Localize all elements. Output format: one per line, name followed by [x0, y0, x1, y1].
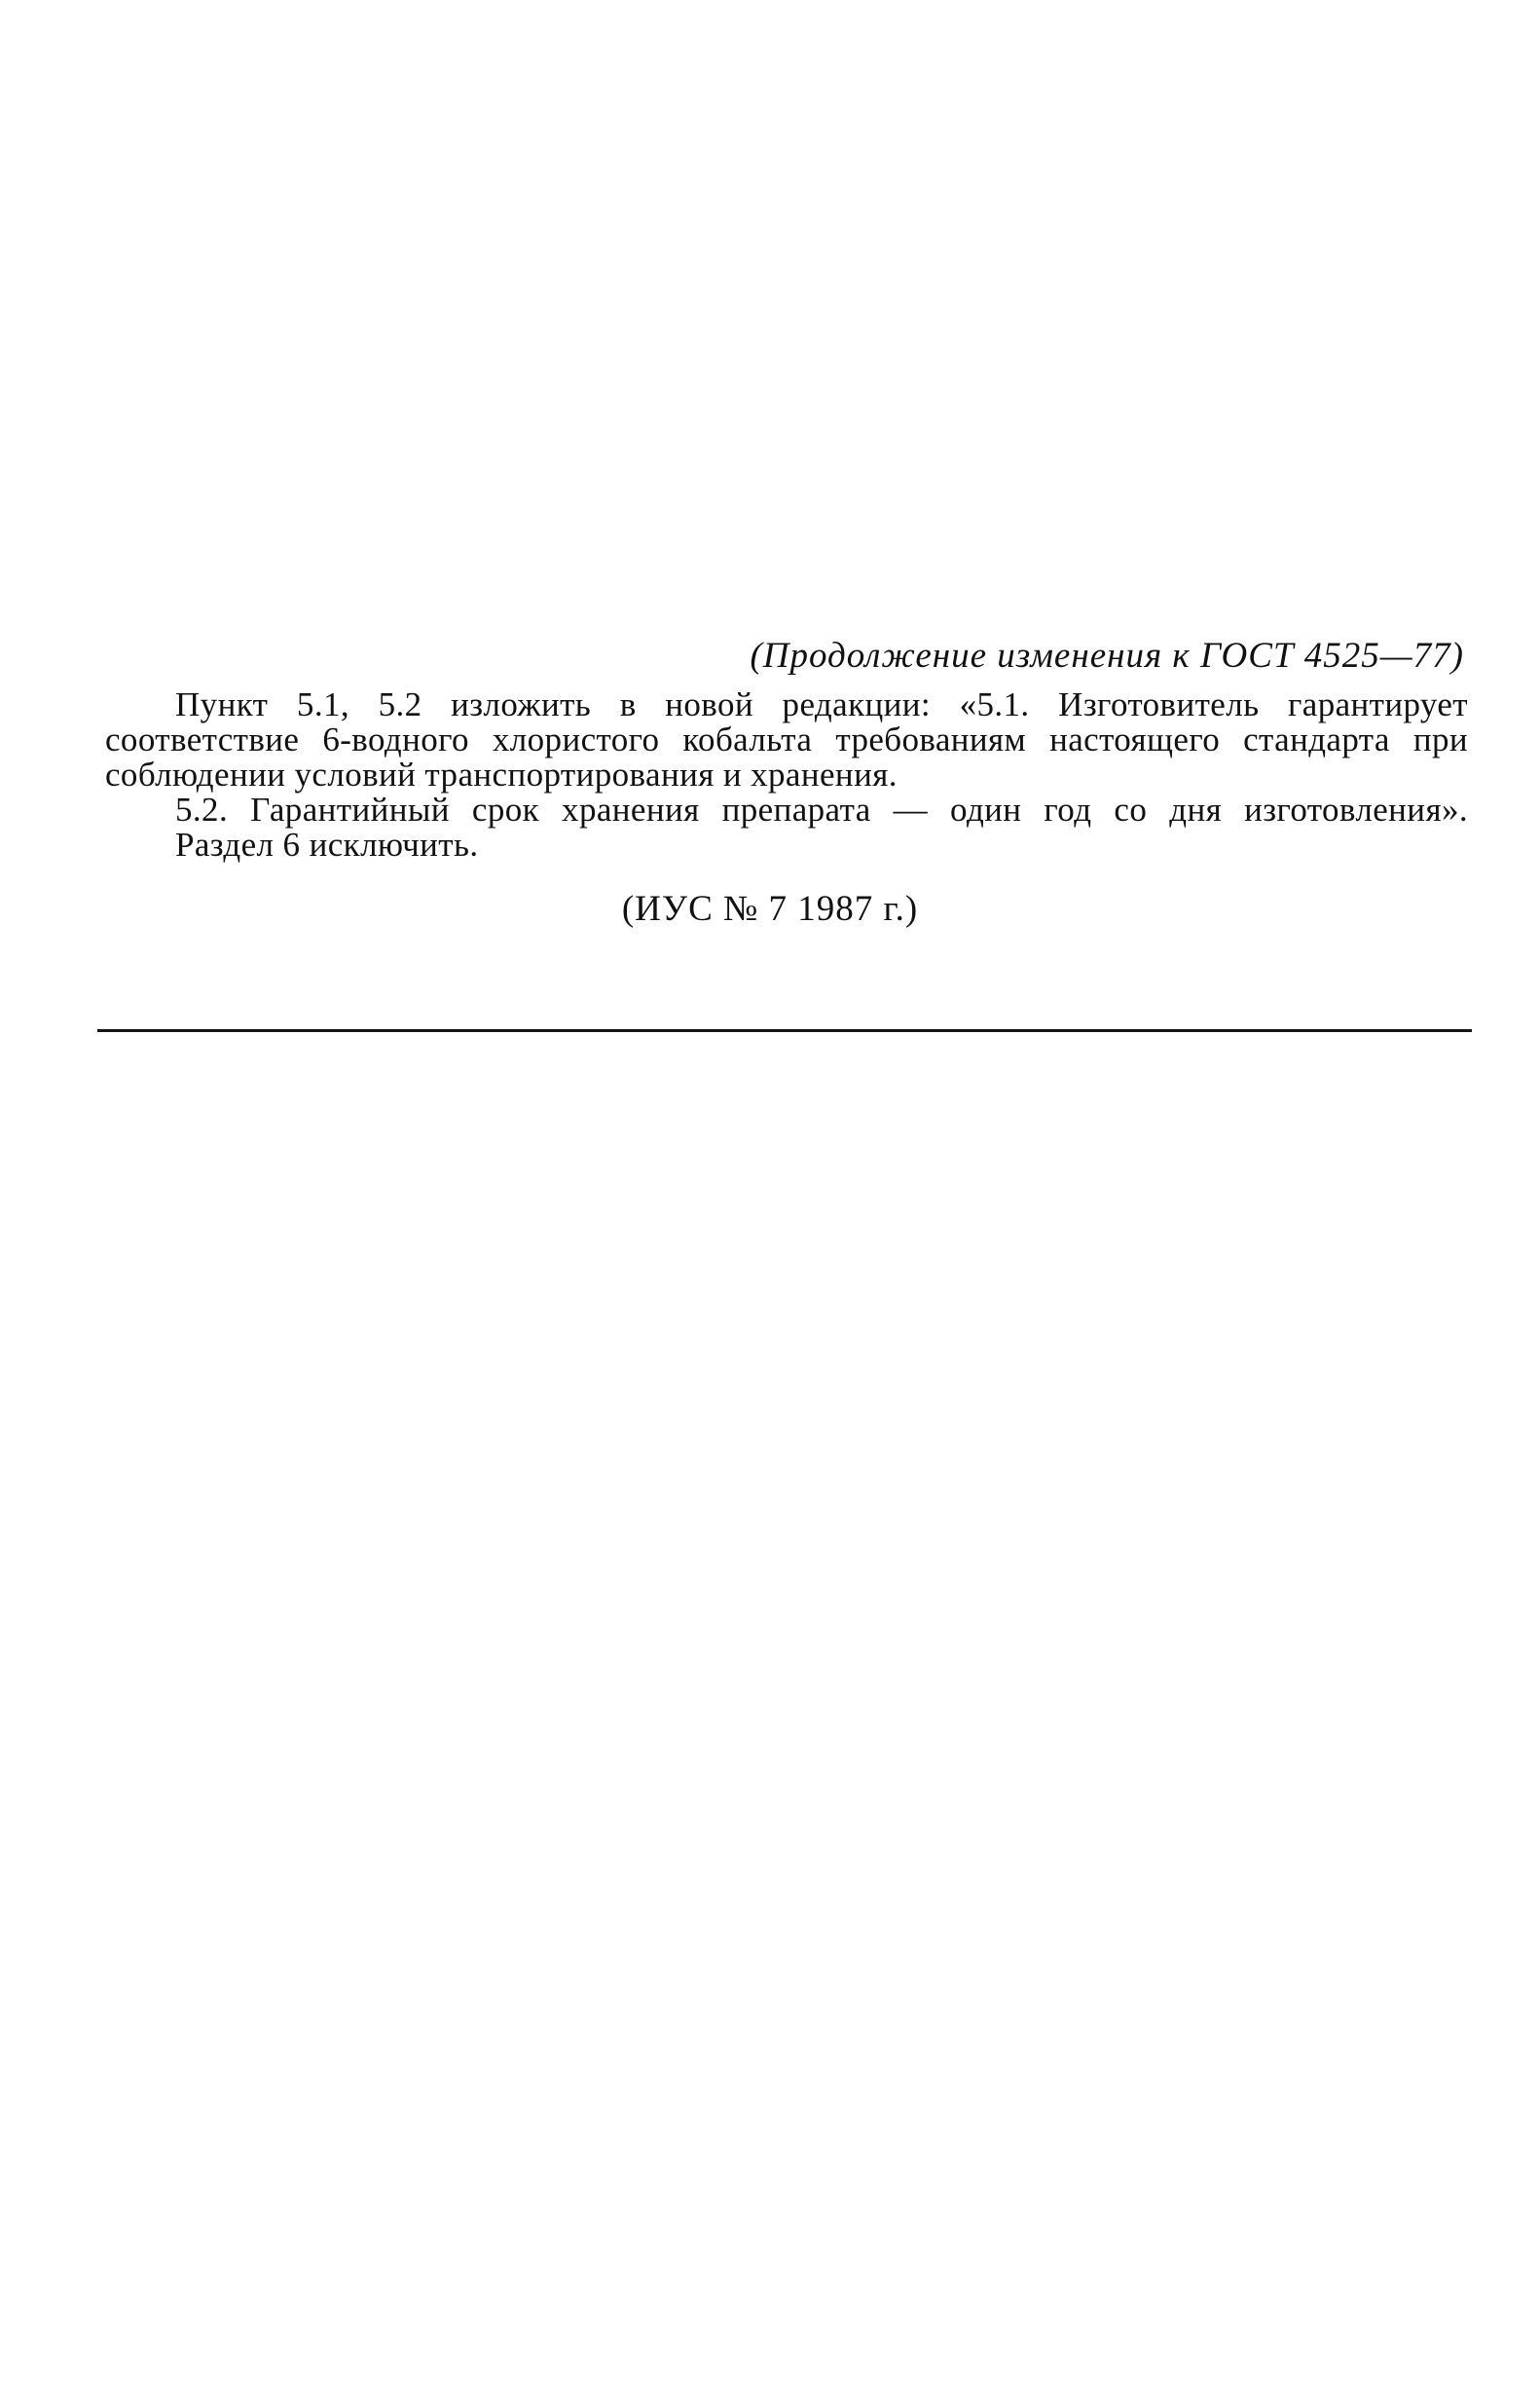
paragraph-clause-5-1: Пункт 5.1, 5.2 изложить в новой редакции: «5.1. Изготовитель гарантирует соответствие 6-водного хлористого кобальта требованиям настоящего стандарта при соблюдении условий транспортирования и хранения. — [105, 685, 1468, 794]
ius-citation: (ИУС № 7 1987 г.) — [621, 889, 919, 929]
paragraph-section-6: Раздел 6 исключить. — [175, 826, 479, 864]
amendment-text — [105, 687, 1468, 863]
continuation-header: (Продолжение изменения к ГОСТ 4525—77) — [750, 636, 1464, 676]
horizontal-rule — [97, 1029, 1472, 1032]
paragraph-clause-5-2: 5.2. Гарантийный срок хранения препарата — один год со дня изготовления». — [175, 791, 1468, 829]
